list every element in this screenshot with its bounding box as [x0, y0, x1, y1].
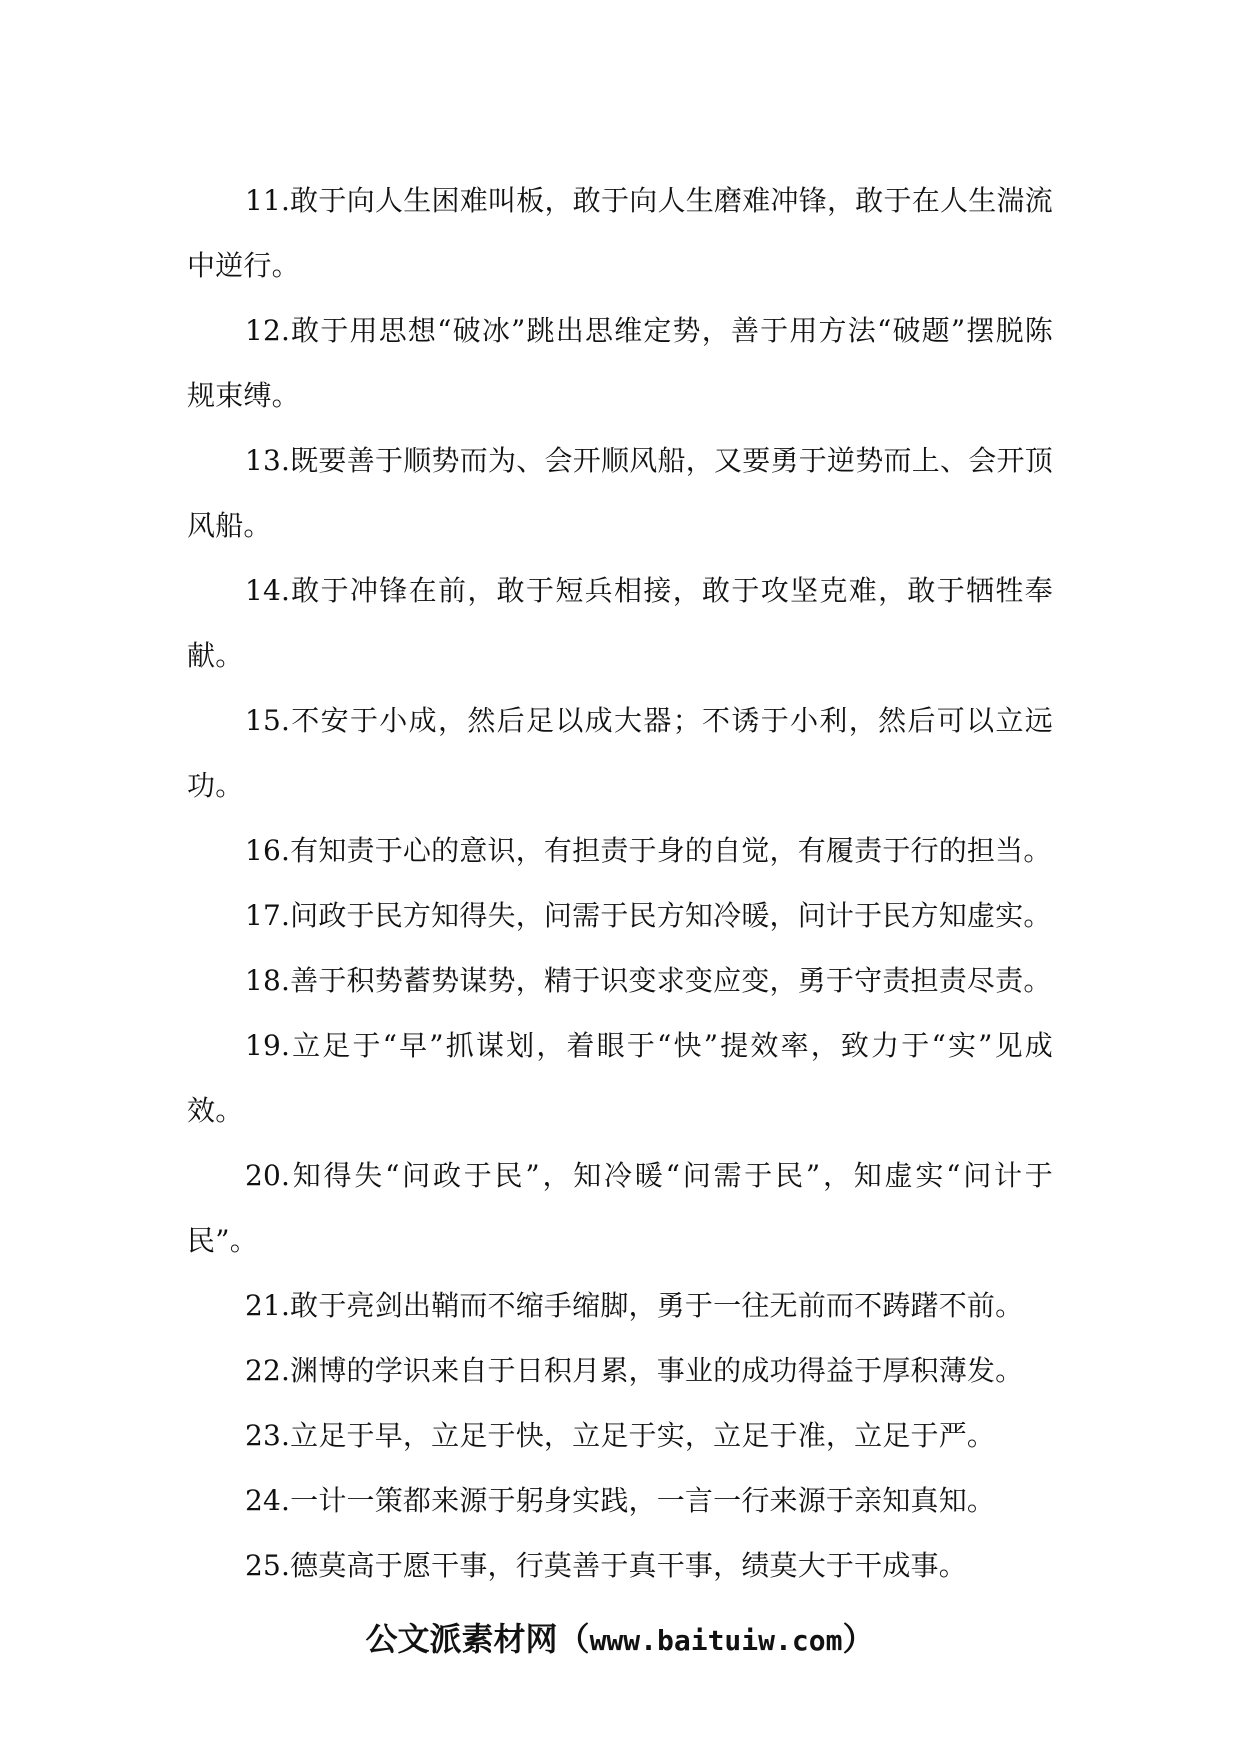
footer-open-paren: （	[557, 1620, 590, 1658]
paragraph-18: 18.善于积势蓄势谋势，精于识变求变应变，勇于守责担责尽责。	[245, 964, 1052, 997]
paragraph-20: 20.知得失“问政于民”，知冷暖“问需于民”，知虚实“问计于民”。	[187, 1159, 1053, 1257]
footer-url: www.baituiw.com	[589, 1624, 843, 1657]
paragraph-17: 17.问政于民方知得失，问需于民方知冷暖，问计于民方知虚实。	[245, 899, 1052, 932]
page-footer	[0, 1617, 1240, 1663]
paragraph-21: 21.敢于亮剑出鞘而不缩手缩脚，勇于一往无前而不踌躇不前。	[245, 1289, 1024, 1322]
paragraph-24: 24.一计一策都来源于躬身实践，一言一行来源于亲知真知。	[245, 1484, 996, 1517]
paragraph-19: 19.立足于“早”抓谋划，着眼于“快”提效率，致力于“实”见成效。	[187, 1029, 1053, 1127]
paragraph-14: 14.敢于冲锋在前，敢于短兵相接，敢于攻坚克难，敢于牺牲奉献。	[187, 574, 1053, 672]
paragraph-23: 23.立足于早，立足于快，立足于实，立足于准，立足于严。	[245, 1419, 996, 1452]
paragraph-15: 15.不安于小成，然后足以成大器；不诱于小利，然后可以立远功。	[187, 704, 1053, 802]
paragraph-25: 25.德莫高于愿干事，行莫善于真干事，绩莫大于干成事。	[245, 1549, 967, 1582]
paragraph-11: 11.敢于向人生困难叫板，敢于向人生磨难冲锋，敢于在人生湍流中逆行。	[187, 184, 1053, 282]
paragraph-13: 13.既要善于顺势而为、会开顺风船，又要勇于逆势而上、会开顶风船。	[187, 444, 1053, 542]
footer-close-paren: ）	[842, 1620, 875, 1658]
paragraph-16: 16.有知责于心的意识，有担责于身的自觉，有履责于行的担当。	[245, 834, 1052, 867]
paragraph-12: 12.敢于用思想“破冰”跳出思维定势，善于用方法“破题”摆脱陈规束缚。	[187, 314, 1053, 412]
footer-site-name: 公文派素材网	[365, 1620, 558, 1658]
paragraph-22: 22.渊博的学识来自于日积月累，事业的成功得益于厚积薄发。	[245, 1354, 1024, 1387]
document-body	[187, 168, 1053, 1598]
